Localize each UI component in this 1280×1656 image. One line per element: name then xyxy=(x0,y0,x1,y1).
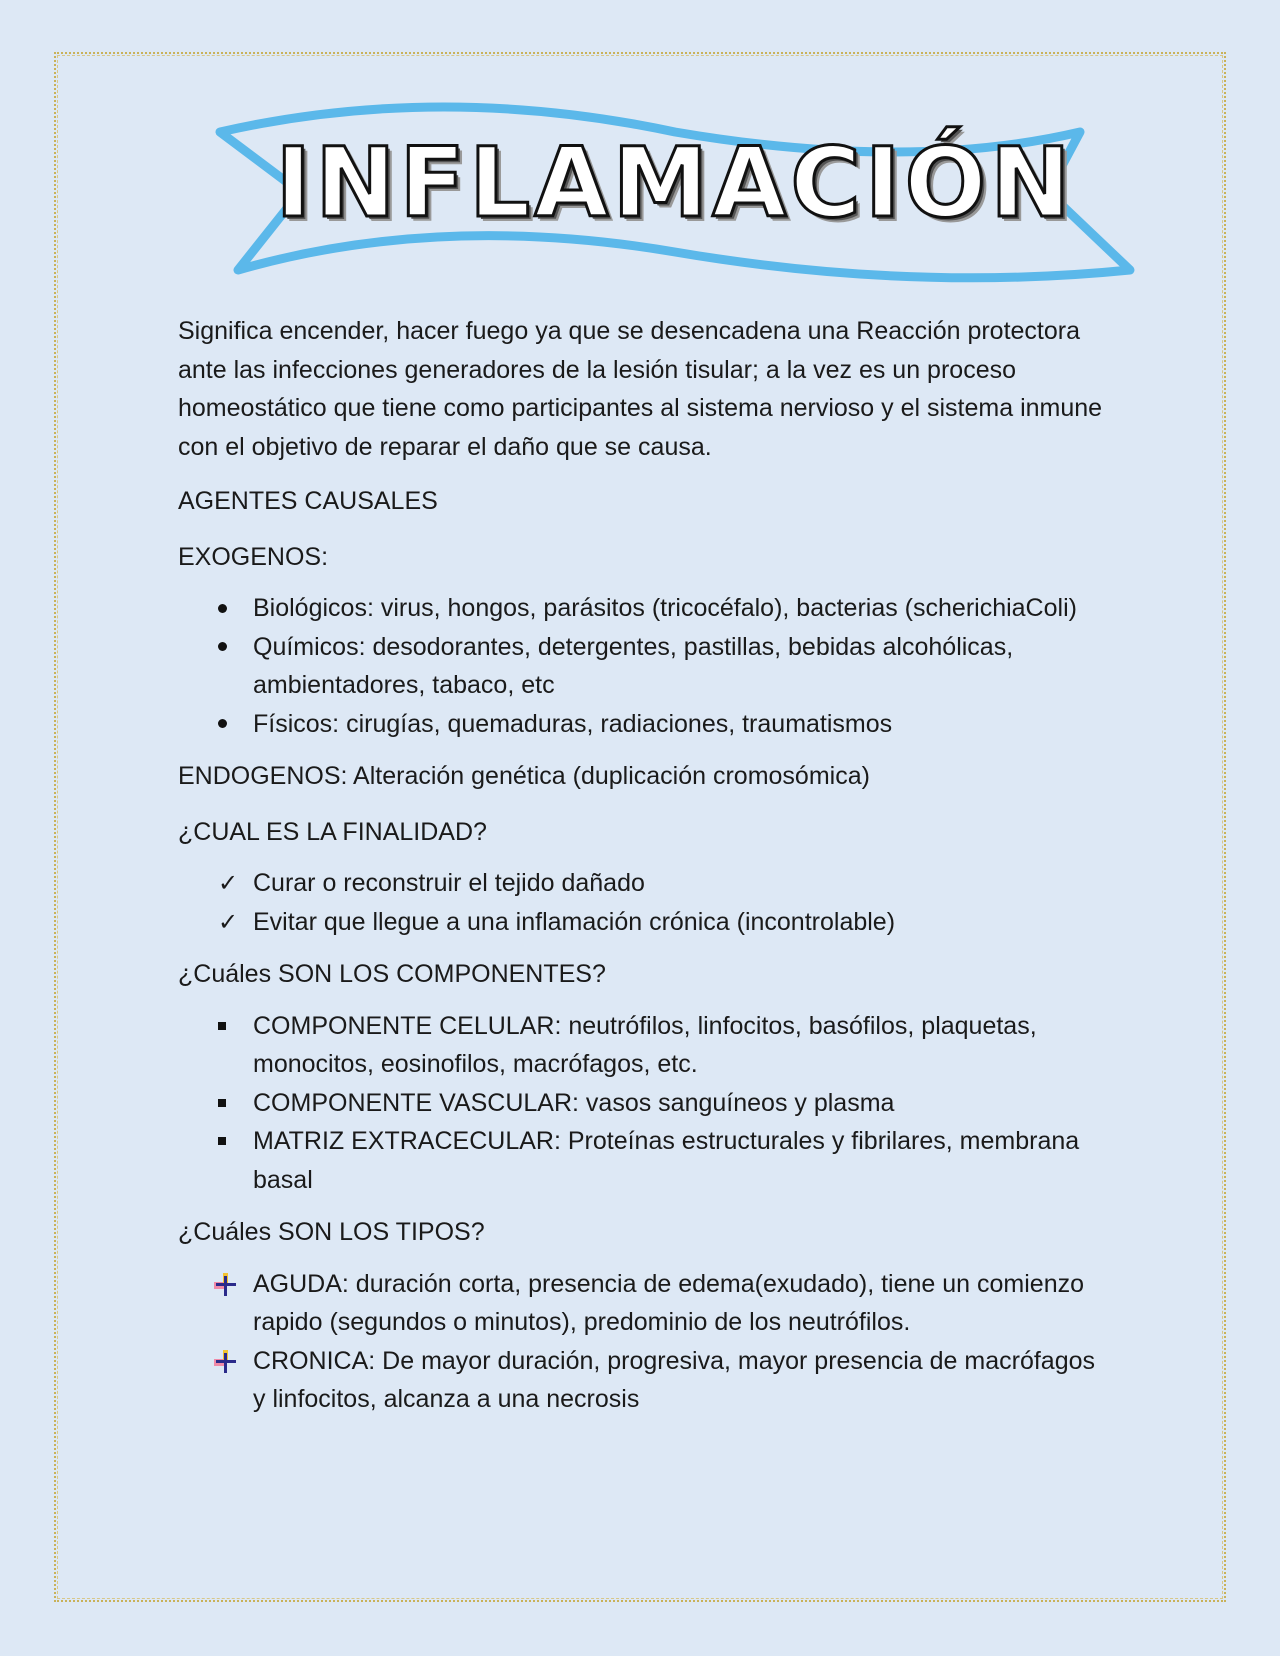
list-item-text: AGUDA: duración corta, presencia de edema(exudado), tiene un comienzo rapido (segundos o minutos), predominio de los neutrófilos. xyxy=(253,1269,1085,1336)
list-item xyxy=(178,705,1108,744)
plus-bullet-icon xyxy=(218,1265,242,1303)
finalidad-heading: ¿CUAL ES LA FINALIDAD? xyxy=(178,817,487,846)
componentes-list xyxy=(178,1007,1108,1200)
list-item xyxy=(178,628,1108,705)
tipos-heading: ¿Cuáles SON LOS TIPOS? xyxy=(178,1218,485,1246)
checkmark-icon: ✓ xyxy=(218,869,239,897)
bullet-icon xyxy=(218,589,242,627)
list-item xyxy=(178,864,1108,903)
list-item xyxy=(178,903,1108,942)
list-item xyxy=(178,1007,1108,1084)
bullet-icon xyxy=(218,705,242,743)
list-item xyxy=(178,1342,1108,1419)
finalidad-list xyxy=(178,864,1108,941)
endogenos-line: ENDOGENOS: Alteración genética (duplicación cromosómica) xyxy=(178,762,870,790)
list-item-text: CRONICA: De mayor duración, progresiva, mayor presencia de macrófagos y linfocitos, alcanza a una necrosis xyxy=(253,1346,1096,1413)
list-item-text: Curar o reconstruir el tejido dañado xyxy=(253,869,645,897)
square-bullet-icon xyxy=(218,1084,242,1122)
checkmark-icon: ✓ xyxy=(218,907,239,936)
bullet-icon xyxy=(218,628,242,666)
componentes-heading: ¿Cuáles SON LOS COMPONENTES? xyxy=(178,960,606,988)
page-title: INFLAMACIÓN xyxy=(275,127,1075,239)
intro-paragraph: Significa encender, hacer fuego ya que se desencadena una Reacción protectora ante las infecciones generadores de la lesión tisular; a la vez es un proceso homeostático que tiene como participantes al sistema nervioso y el sistema inmune con el objetivo de reparar el daño que se causa. xyxy=(178,317,1103,461)
exogenos-heading: EXOGENOS: xyxy=(178,542,329,571)
square-bullet-icon xyxy=(218,1122,242,1160)
list-item-text: Biológicos: virus, hongos, parásitos (tricocéfalo), bacterias (scherichiaColi) xyxy=(253,594,1077,622)
list-item xyxy=(178,1265,1108,1342)
list-item xyxy=(178,589,1108,628)
plus-bullet-icon xyxy=(218,1342,242,1380)
exogenos-list xyxy=(178,589,1108,743)
list-item-text: COMPONENTE CELULAR: neutrófilos, linfocitos, basófilos, plaquetas, monocitos, eosinofilos, macrófagos, etc. xyxy=(253,1011,1037,1078)
list-item-text: Químicos: desodorantes, detergentes, pastillas, bebidas alcohólicas, ambientadores, tabaco, etc xyxy=(253,632,1014,699)
square-bullet-icon xyxy=(218,1007,242,1045)
list-item-text: Físicos: cirugías, quemaduras, radiaciones, traumatismos xyxy=(253,709,893,738)
list-item-text: Evitar que llegue a una inflamación crónica (incontrolable) xyxy=(253,907,896,936)
list-item-text: COMPONENTE VASCULAR: vasos sanguíneos y plasma xyxy=(253,1088,895,1117)
document-body xyxy=(178,312,1108,1433)
list-item xyxy=(178,1084,1108,1123)
list-item-text: MATRIZ EXTRACECULAR: Proteínas estructurales y fibrilares, membrana basal xyxy=(253,1127,1080,1194)
agentes-heading: AGENTES CAUSALES xyxy=(178,487,438,515)
list-item xyxy=(178,1122,1108,1199)
tipos-list xyxy=(178,1265,1108,1419)
